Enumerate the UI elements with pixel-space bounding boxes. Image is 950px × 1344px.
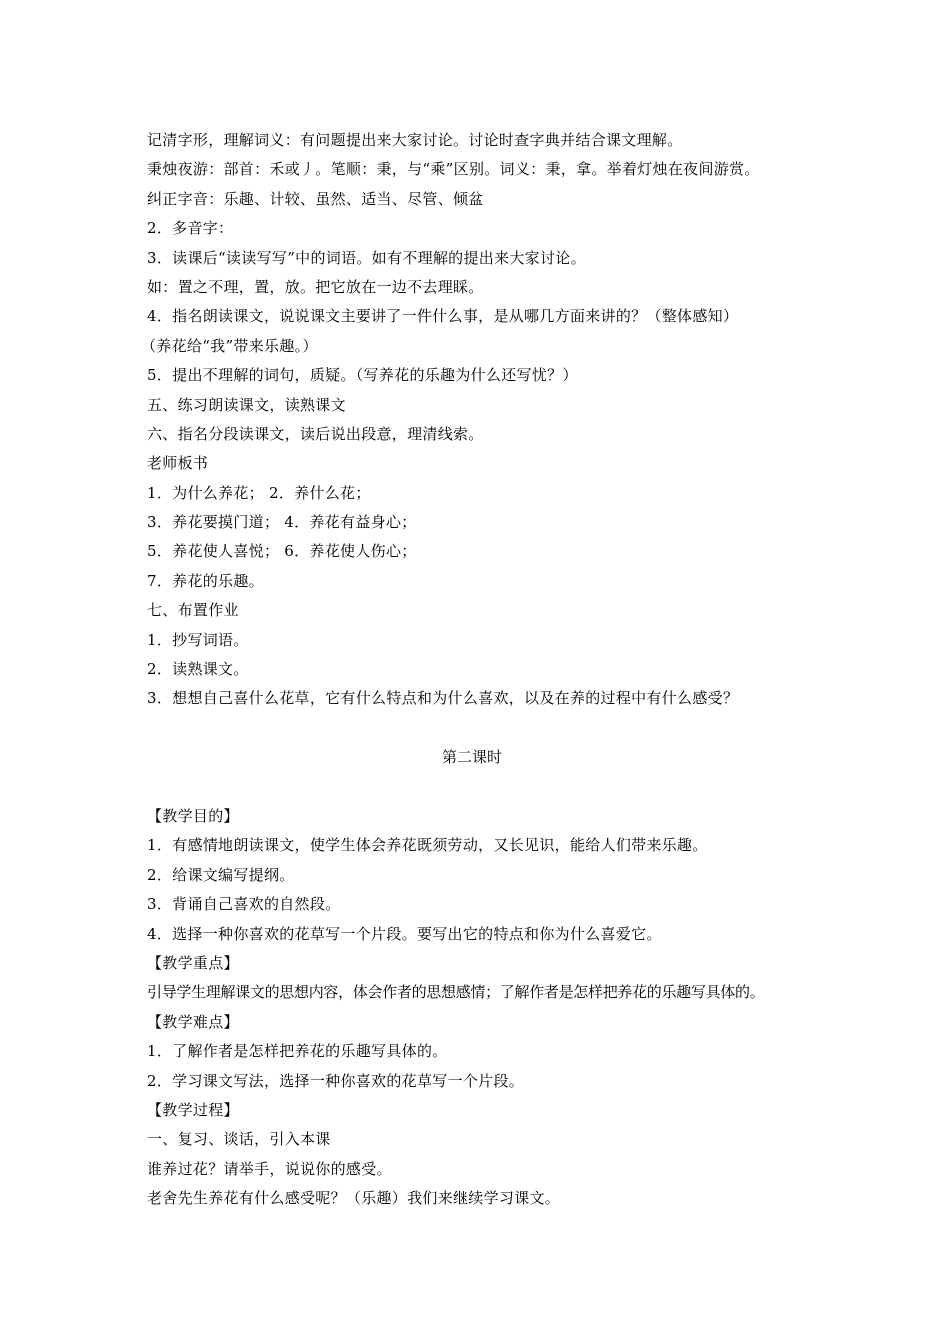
text-line: 2．给课文编写提纲。 [147,865,295,884]
text-line: 一、复习、谈话，引入本课 [147,1130,331,1149]
text-line: 记清字形，理解词义：有问题提出来大家讨论。讨论时查字典并结合课文理解。 [147,131,683,149]
text-line: 3．读课后“读读写写”中的词语。如有不理解的提出来大家讨论。 [147,248,586,267]
text-line: 谁养过花？请举手，说说你的感受。 [147,1159,392,1178]
text-line: 4．指名朗读课文，说说课文主要讲了一件什么事，是从哪几方面来讲的？（整体感知） [147,307,739,326]
text-line: 5．养花使人喜悦； 6．养花使人伤心； [147,542,417,561]
text-line: 五、练习朗读课文，读熟课文 [147,395,346,414]
text-line: 5．提出不理解的词句，质疑。（写养花的乐趣为什么还写忧？） [147,366,578,385]
heading-line: 【教学难点】 [147,1012,239,1031]
text-line: 3．想想自己喜什么花草，它有什么特点和为什么喜欢，以及在养的过程中有什么感受？ [147,689,739,708]
text-line: 秉烛夜游：部首：禾或丿。笔顺：秉，与“乘”区别。词义：秉，拿。举着灯烛在夜间游赏。 [147,160,760,179]
text-line: 如：置之不理，置，放。把它放在一边不去理睬。 [147,277,484,296]
text-line: 2．学习课文写法，选择一种你喜欢的花草写一个片段。 [147,1071,525,1090]
text-line: 引导学生理解课文的思想内容，体会作者的思想感情；了解作者是怎样把养花的乐趣写具体的。 [147,983,765,1002]
text-line: 1．抄写词语。 [147,630,249,649]
heading-line: 【教学过程】 [147,1100,239,1119]
text-line: 纠正字音：乐趣、计较、虽然、适当、尽管、倾盆 [147,189,484,208]
text-line: 1．有感情地朗读课文，使学生体会养花既须劳动，又长见识，能给人们带来乐趣。 [147,836,708,855]
text-line: 七、布置作业 [147,601,239,620]
text-line: 2．多音字： [147,219,234,238]
text-line: 1．了解作者是怎样把养花的乐趣写具体的。 [147,1042,448,1061]
text-line: 4．选择一种你喜欢的花草写一个片段。要写出它的特点和你为什么喜爱它。 [147,924,662,943]
text-line: 1．为什么养花； 2．养什么花； [147,483,371,502]
heading-line: 【教学目的】 [147,806,239,825]
text-line: （养花给“我”带来乐趣。） [141,336,318,355]
heading-line: 【教学重点】 [147,953,239,972]
text-line: 老舍先生养花有什么感受呢？（乐趣）我们来继续学习课文。 [147,1189,561,1208]
text-line: 2．读熟课文。 [147,660,249,679]
section-title: 第二课时 [441,748,502,767]
text-line: 7．养花的乐趣。 [147,571,264,590]
text-line: 老师板书 [147,454,209,473]
text-line: 3．养花要摸门道； 4．养花有益身心； [147,513,417,532]
text-line: 3．背诵自己喜欢的自然段。 [147,895,341,914]
document-page [141,126,847,1213]
text-line: 六、指名分段读课文，读后说出段意，理清线索。 [147,424,484,443]
